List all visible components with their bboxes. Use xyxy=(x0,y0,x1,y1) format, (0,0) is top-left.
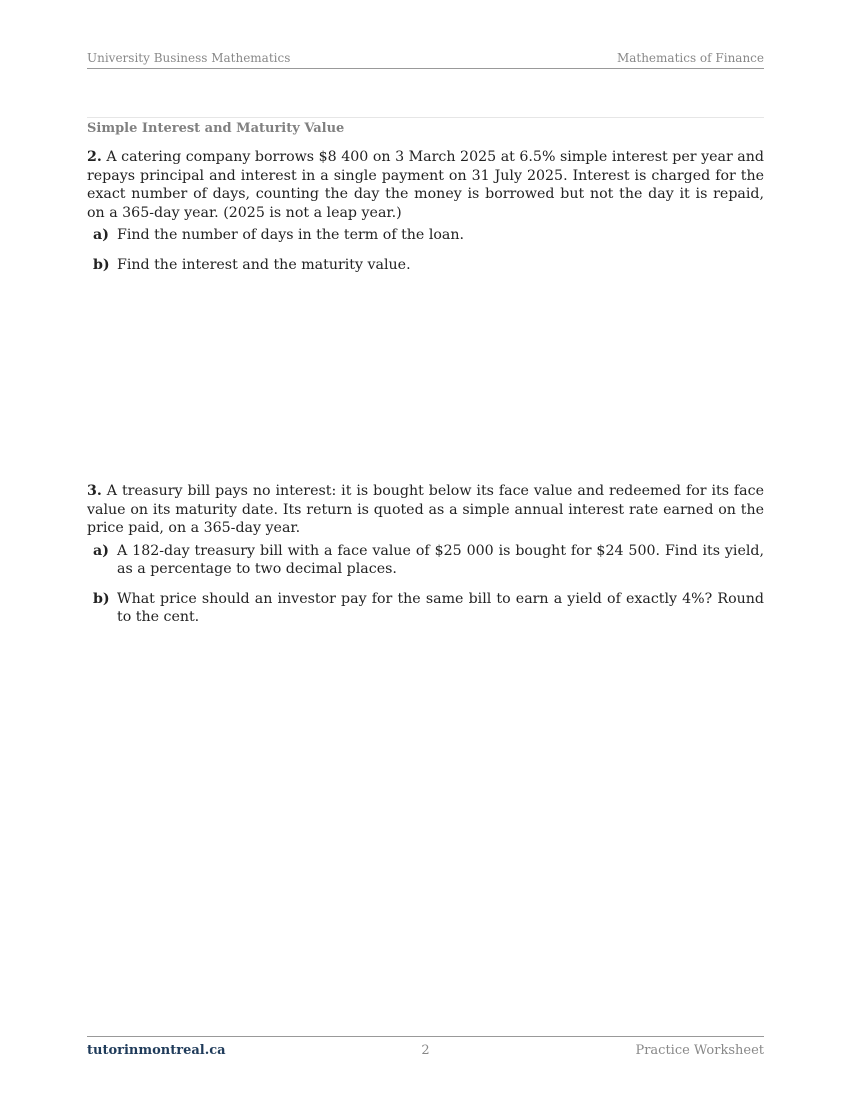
section-title: Simple Interest and Maturity Value xyxy=(87,121,345,136)
part-label: a) xyxy=(93,227,109,243)
problem-text: A catering company borrows $8 400 on 3 March 2025 at 6.5% simple interest per year and repays principal and interest in a single payment on 31 July 2025. Interest is charged for the exact number of days, counting the day the money is borrowed but not the day it is repaid, on a 365-day year. (2025 is not a leap year.) xyxy=(87,149,764,221)
part-text: Find the number of days in the term of the loan. xyxy=(117,227,465,243)
header-topic-title: Mathematics of Finance xyxy=(616,51,764,65)
part-item xyxy=(87,590,764,627)
part-text: Find the interest and the maturity value. xyxy=(117,256,411,273)
part-label: a) xyxy=(93,542,109,559)
problem-parts xyxy=(87,226,764,274)
problem-statement xyxy=(87,148,764,222)
problem-3 xyxy=(87,482,764,638)
footer-doc-label: Practice Worksheet xyxy=(635,1043,764,1058)
problem-text: A treasury bill pays no interest: it is bought below its face value and redeemed for its face value on its maturity date. Its return is quoted as a simple annual interest rate earned on the price paid, on a 365-day year. xyxy=(87,483,764,536)
header-course-title: University Business Mathematics xyxy=(87,51,291,65)
part-text: A 182-day treasury bill with a face value of $25 000 is bought for $24 500. Find its yield, as a percentage to two decimal places. xyxy=(117,542,764,577)
footer-site-link[interactable]: tutorinmontreal.ca xyxy=(87,1043,226,1058)
problem-parts xyxy=(87,542,764,627)
page-footer xyxy=(87,1036,764,1061)
problem-number: 3. xyxy=(87,483,102,499)
section-divider xyxy=(87,117,764,118)
part-text: What price should an investor pay for the same bill to earn a yield of exactly 4%? Round to the cent. xyxy=(117,590,764,625)
part-item xyxy=(87,542,764,579)
part-item xyxy=(87,226,764,245)
part-label: b) xyxy=(93,590,110,607)
page-number: 2 xyxy=(421,1043,430,1058)
problem-number: 2. xyxy=(87,149,102,165)
page-header xyxy=(87,50,764,69)
problem-2 xyxy=(87,148,764,285)
problem-statement xyxy=(87,482,764,538)
part-label: b) xyxy=(93,256,110,273)
part-item xyxy=(87,256,764,275)
